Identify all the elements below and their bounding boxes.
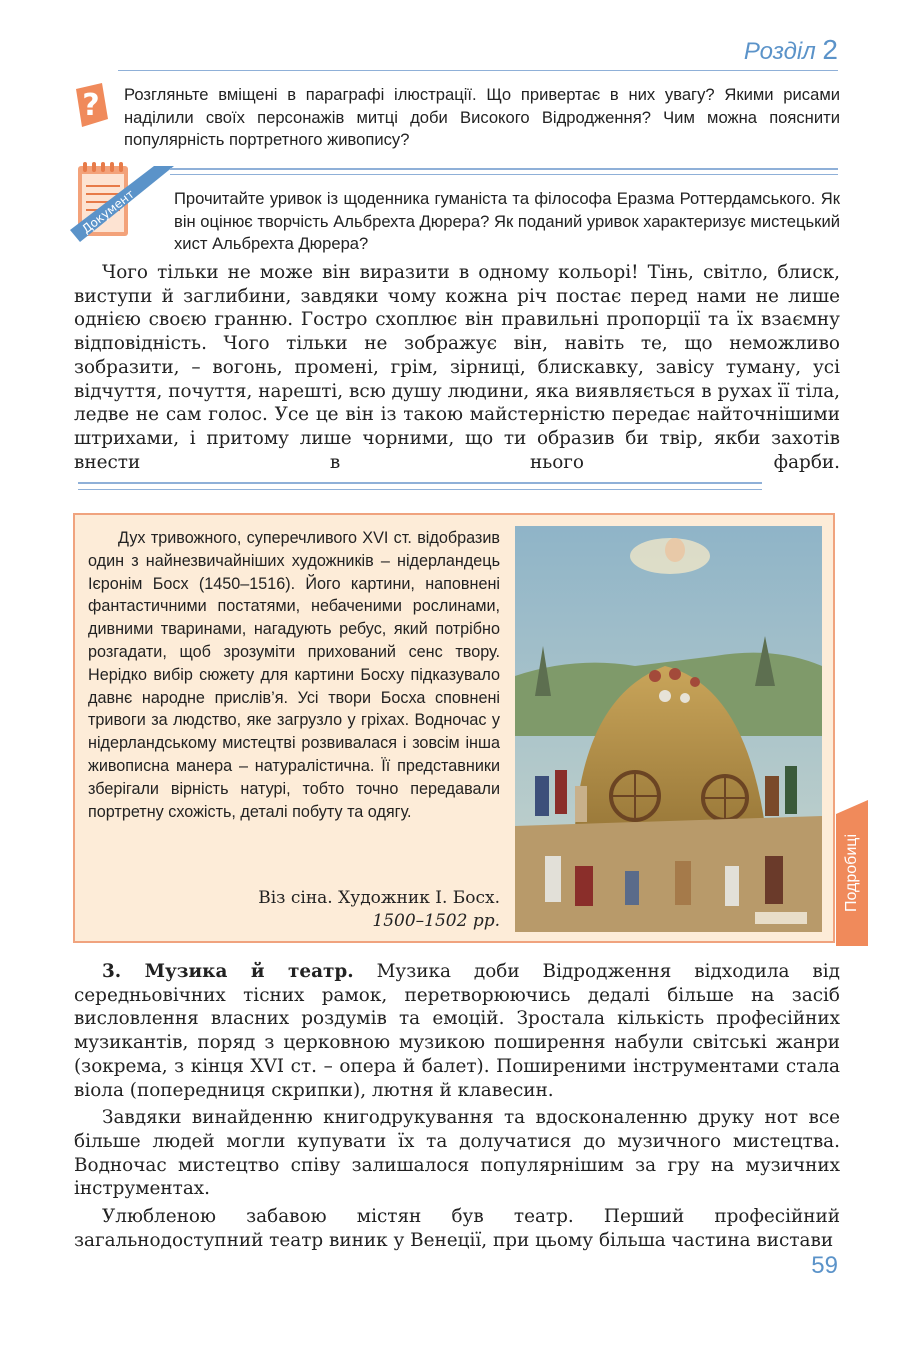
- body-paragraph-2: Завдяки винайденню книгодрукування та вдосконаленню друку нот все більше людей могли купувати їх та долучатися до музичного мистецтва. Водночас мистецтво співу залишалося популярнішим за гру на музичних інструментах.: [74, 1107, 840, 1200]
- body-paragraph-3: Улюбленою забавою містян був театр. Перший професійний загальнодоступний театр виник у Венеції, при цьому більша частина вистави: [74, 1206, 840, 1251]
- document-task-text: Прочитайте уривок із щоденника гуманіста та філософа Еразма Роттердамського. Як він оцінює творчість Альбрехта Дюрера? Як поданий уривок характеризує мистецький хист Альбрехта Дюрера?: [174, 189, 840, 253]
- document-rule: [170, 168, 838, 170]
- section-heading: 3. Музика й театр.: [102, 961, 354, 982]
- header-rule: [118, 70, 838, 71]
- side-tab-label-wrap: [836, 800, 868, 946]
- svg-text:?: ?: [82, 88, 100, 123]
- quote-text: Чого тільки не може він виразити в одному кольорі! Тінь, світло, блиск, виступи й заглибини, завдяки чому кожна річ постає перед нами не лише однією своєю гранню. Гостро схоплює він правильні пропорції та їх взаємну відповідність. Чого тільки не зображує він, навіть те, що неможливо зобразити, – вогонь, промені, грім, зірниці, блискавку, завісу туману, усі відчуття, почуття, нарешті, всю душу людини, яка виявляється в рухах її тіла, ледве не сам голос. Усе це він із такою майстерністю передає найточнішими штрихами, і притому лише чорними, що ти образив би твір, якби захотів внести в нього фарби.: [74, 262, 840, 473]
- side-tab-label: Подробиці: [843, 834, 860, 912]
- body-text: [74, 960, 840, 1256]
- question-text: Розгляньте вміщені в параграфі ілюстрації. Що привертає в них увагу? Якими рисами наділили своїх персонажів митці доби Високого Відродження? Чим можна пояснити популярність портретного живопису?: [124, 85, 840, 149]
- painting-haywain-image: [515, 526, 822, 932]
- document-rule-thin: [170, 174, 838, 175]
- document-badge: Документ: [79, 186, 137, 237]
- paragraph-1-text: Музика доби Відродження відходила від середньовічних тісних рамок, перетворюючись дедалі більше на засіб висловлення власних роздумів та емоцій. Зростала кількість професійних музикантів, поряд з церковною музикою поширення набули світські жанри (зокрема, з кінця XVI ст. – опера й балет). Поширеними інструментами стала віола (попередниця скрипки), лютня й клавесин.: [74, 961, 840, 1101]
- page-number: 59: [811, 1252, 838, 1279]
- question-mark-icon: [74, 83, 108, 127]
- caption-title: Віз сіна. Художник І. Босх.: [258, 888, 500, 908]
- section-label: [744, 34, 838, 66]
- section-number: 2: [822, 34, 838, 65]
- body-paragraph-1: [74, 960, 840, 1102]
- painting-caption: [150, 887, 500, 933]
- document-notepad-icon: [70, 160, 180, 248]
- section-word: Розділ: [743, 38, 816, 65]
- details-text-block: [88, 527, 500, 823]
- caption-years: 1500–1502 рр.: [372, 911, 500, 931]
- quote-block: [74, 261, 840, 498]
- quote-end-rule: [78, 482, 762, 490]
- details-text: Дух тривожного, суперечливого XVI ст. відобразив один з найнезвичайніших художників – нідерландець Ієронім Босх (1450–1516). Його картини, наповнені фантастичними постатями, небаченими рослинами, дивними тваринами, нагадують ребус, який потрібно розгадати, щоб зрозуміти прихований сенс твору. Нерідко вибір сюжету для картини Босху підказувало давнє народне прислів’я. Усі твори Босха сповнені тривоги за людство, яке загрузло у гріхах. Водночас у нідерландському мистецтві розвивалася і зовсім інша живописна манера – натуралістична. Її представники зберігали вірність натурі, тобто точно передавали портретну схожість, деталі побуту та одягу.: [88, 529, 500, 821]
